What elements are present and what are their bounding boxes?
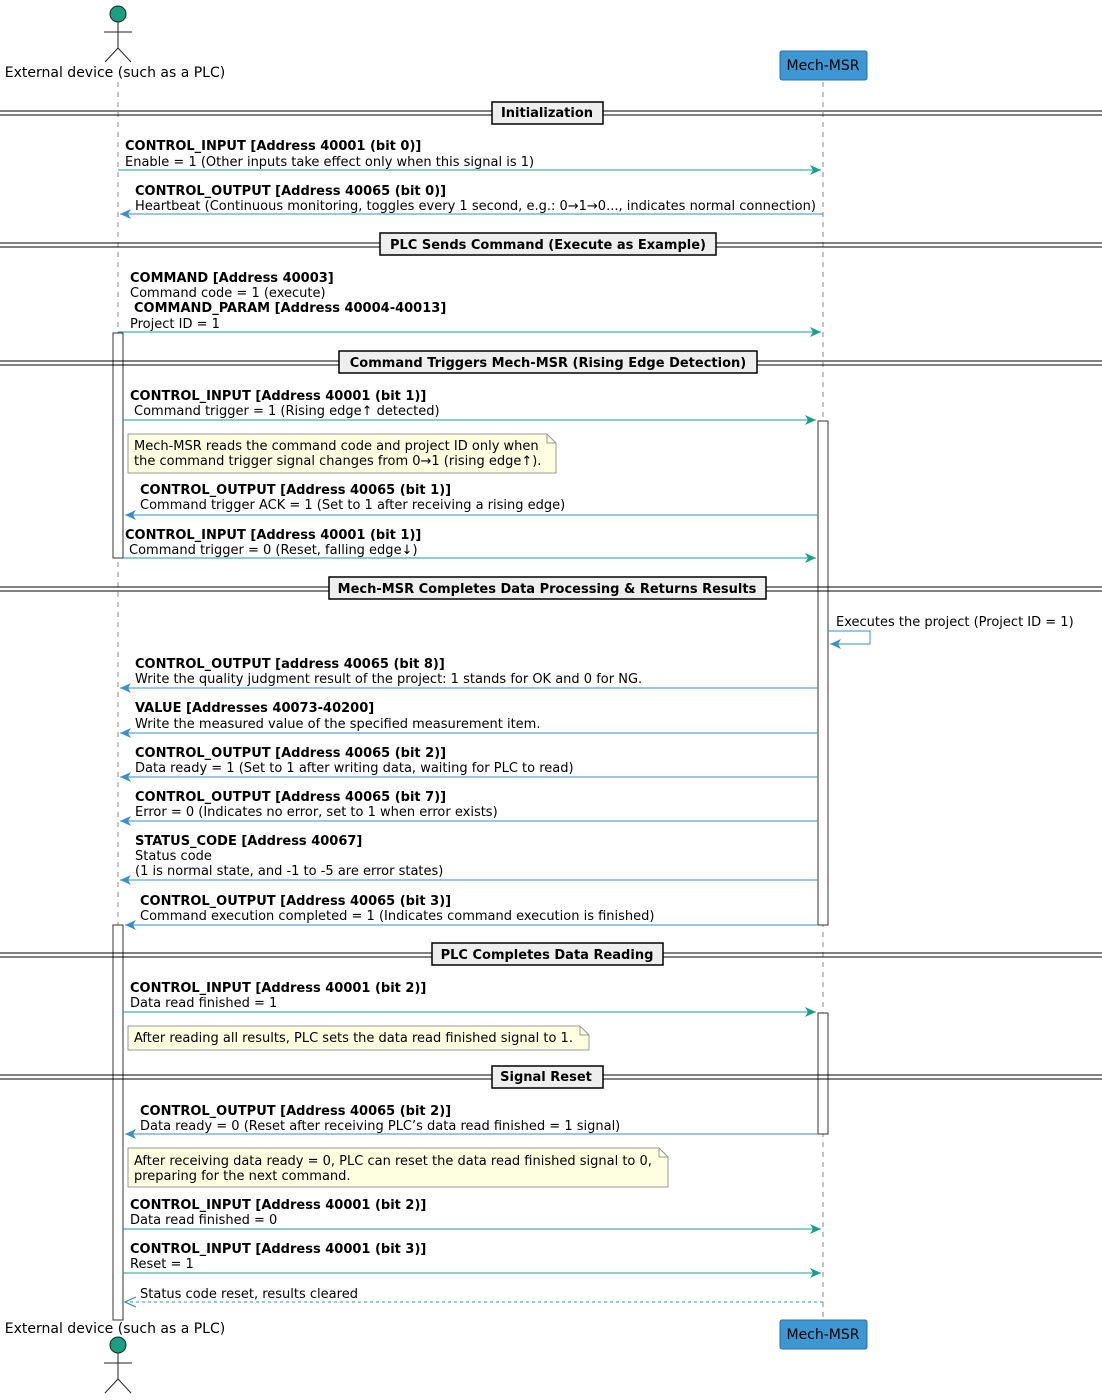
message-text: Data read finished = 0 <box>130 1213 278 1228</box>
separator-processing-results <box>0 577 1102 599</box>
message-title: STATUS_CODE [Address 40067] <box>135 834 363 849</box>
separator-initialization <box>0 102 1102 124</box>
msr-activation <box>818 1013 828 1134</box>
separator-label: Initialization <box>500 106 594 121</box>
external-actor-icon <box>104 6 132 62</box>
message-text: Command trigger = 0 (Reset, falling edge↓) <box>129 543 418 558</box>
note-text: After reading all results, PLC sets the data read finished signal to 1. <box>134 1031 573 1046</box>
msr-participant-label: Mech-MSR <box>786 1327 860 1343</box>
message-text: Command trigger ACK = 1 (Set to 1 after receiving a rising edge) <box>140 498 566 513</box>
separator-label: PLC Sends Command (Execute as Example) <box>390 238 706 253</box>
message-title: CONTROL_INPUT [Address 40001 (bit 3)] <box>130 1242 427 1257</box>
external-actor-icon <box>104 1337 132 1393</box>
separator-signal-reset <box>0 1066 1102 1088</box>
message-text: Write the quality judgment result of the project: 1 stands for OK and 0 for NG. <box>135 672 643 687</box>
note <box>128 1148 668 1187</box>
message-title: CONTROL_OUTPUT [Address 40065 (bit 7)] <box>135 790 447 805</box>
note <box>128 1026 589 1050</box>
message-text: (1 is normal state, and -1 to -5 are error states) <box>135 864 444 879</box>
note-text: the command trigger signal changes from 0→1 (rising edge↑). <box>134 454 542 469</box>
note <box>128 434 556 473</box>
separator-label: PLC Completes Data Reading <box>440 948 654 963</box>
message-title: COMMAND_PARAM [Address 40004-40013] <box>134 301 447 316</box>
separator-label: Signal Reset <box>500 1070 592 1085</box>
message-text: Executes the project (Project ID = 1) <box>836 615 1074 630</box>
separator-plc-data-reading <box>0 943 1102 965</box>
message-text: Command trigger = 1 (Rising edge↑ detected) <box>134 404 440 419</box>
external-activation <box>113 333 123 558</box>
note-text: preparing for the next command. <box>134 1169 351 1184</box>
message-text: Data ready = 1 (Set to 1 after writing data, waiting for PLC to read) <box>135 761 574 776</box>
external-actor-label: External device (such as a PLC) <box>4 65 226 81</box>
message-title: CONTROL_INPUT [Address 40001 (bit 1)] <box>130 389 427 404</box>
message-title: CONTROL_OUTPUT [Address 40065 (bit 3)] <box>140 894 452 909</box>
message-text: Data ready = 0 (Reset after receiving PLC’s data read finished = 1 signal) <box>140 1119 621 1134</box>
message-text: Command code = 1 (execute) <box>130 286 326 301</box>
message-title: CONTROL_OUTPUT [Address 40065 (bit 2)] <box>135 746 447 761</box>
message-title: CONTROL_OUTPUT [Address 40065 (bit 1)] <box>140 483 452 498</box>
message-title: CONTROL_INPUT [Address 40001 (bit 2)] <box>130 981 427 996</box>
message-text: Reset = 1 <box>130 1257 194 1272</box>
external-actor-label: External device (such as a PLC) <box>4 1321 226 1337</box>
message-text: Enable = 1 (Other inputs take effect only when this signal is 1) <box>125 155 535 170</box>
message-title: CONTROL_OUTPUT [address 40065 (bit 8)] <box>135 657 445 672</box>
note-text: Mech-MSR reads the command code and project ID only when <box>134 439 539 454</box>
message-text: Data read finished = 1 <box>130 996 278 1011</box>
note-text: After receiving data ready = 0, PLC can reset the data read finished signal to 0, <box>134 1154 652 1169</box>
message-text: Write the measured value of the specified measurement item. <box>135 717 541 732</box>
message-text: Status code <box>135 849 212 864</box>
message-text: Error = 0 (Indicates no error, set to 1 when error exists) <box>135 805 498 820</box>
message-title: VALUE [Addresses 40073-40200] <box>135 701 375 716</box>
message-text: Command execution completed = 1 (Indicates command execution is finished) <box>140 909 655 924</box>
external-activation <box>113 925 123 1320</box>
separator-label: Command Triggers Mech-MSR (Rising Edge Detection) <box>349 356 747 371</box>
message-title: CONTROL_INPUT [Address 40001 (bit 2)] <box>130 1198 427 1213</box>
self-message-arrow <box>828 631 870 644</box>
separator-command-triggers <box>0 351 1102 373</box>
msr-activation <box>818 421 828 925</box>
message-title: CONTROL_INPUT [Address 40001 (bit 0)] <box>125 139 422 154</box>
separator-plc-sends-command <box>0 233 1102 255</box>
message-text: Status code reset, results cleared <box>140 1287 358 1302</box>
separator-label: Mech-MSR Completes Data Processing & Returns Results <box>337 582 757 597</box>
message-text: Heartbeat (Continuous monitoring, toggles every 1 second, e.g.: 0→1→0..., indicates normal connection) <box>135 199 816 214</box>
message-title: CONTROL_OUTPUT [Address 40065 (bit 2)] <box>140 1104 452 1119</box>
message-text: Project ID = 1 <box>130 317 220 332</box>
msr-participant-label: Mech-MSR <box>786 58 860 74</box>
message-title: CONTROL_INPUT [Address 40001 (bit 1)] <box>125 528 422 543</box>
message-title: CONTROL_OUTPUT [Address 40065 (bit 0)] <box>135 184 447 199</box>
message-title: COMMAND [Address 40003] <box>130 271 334 286</box>
